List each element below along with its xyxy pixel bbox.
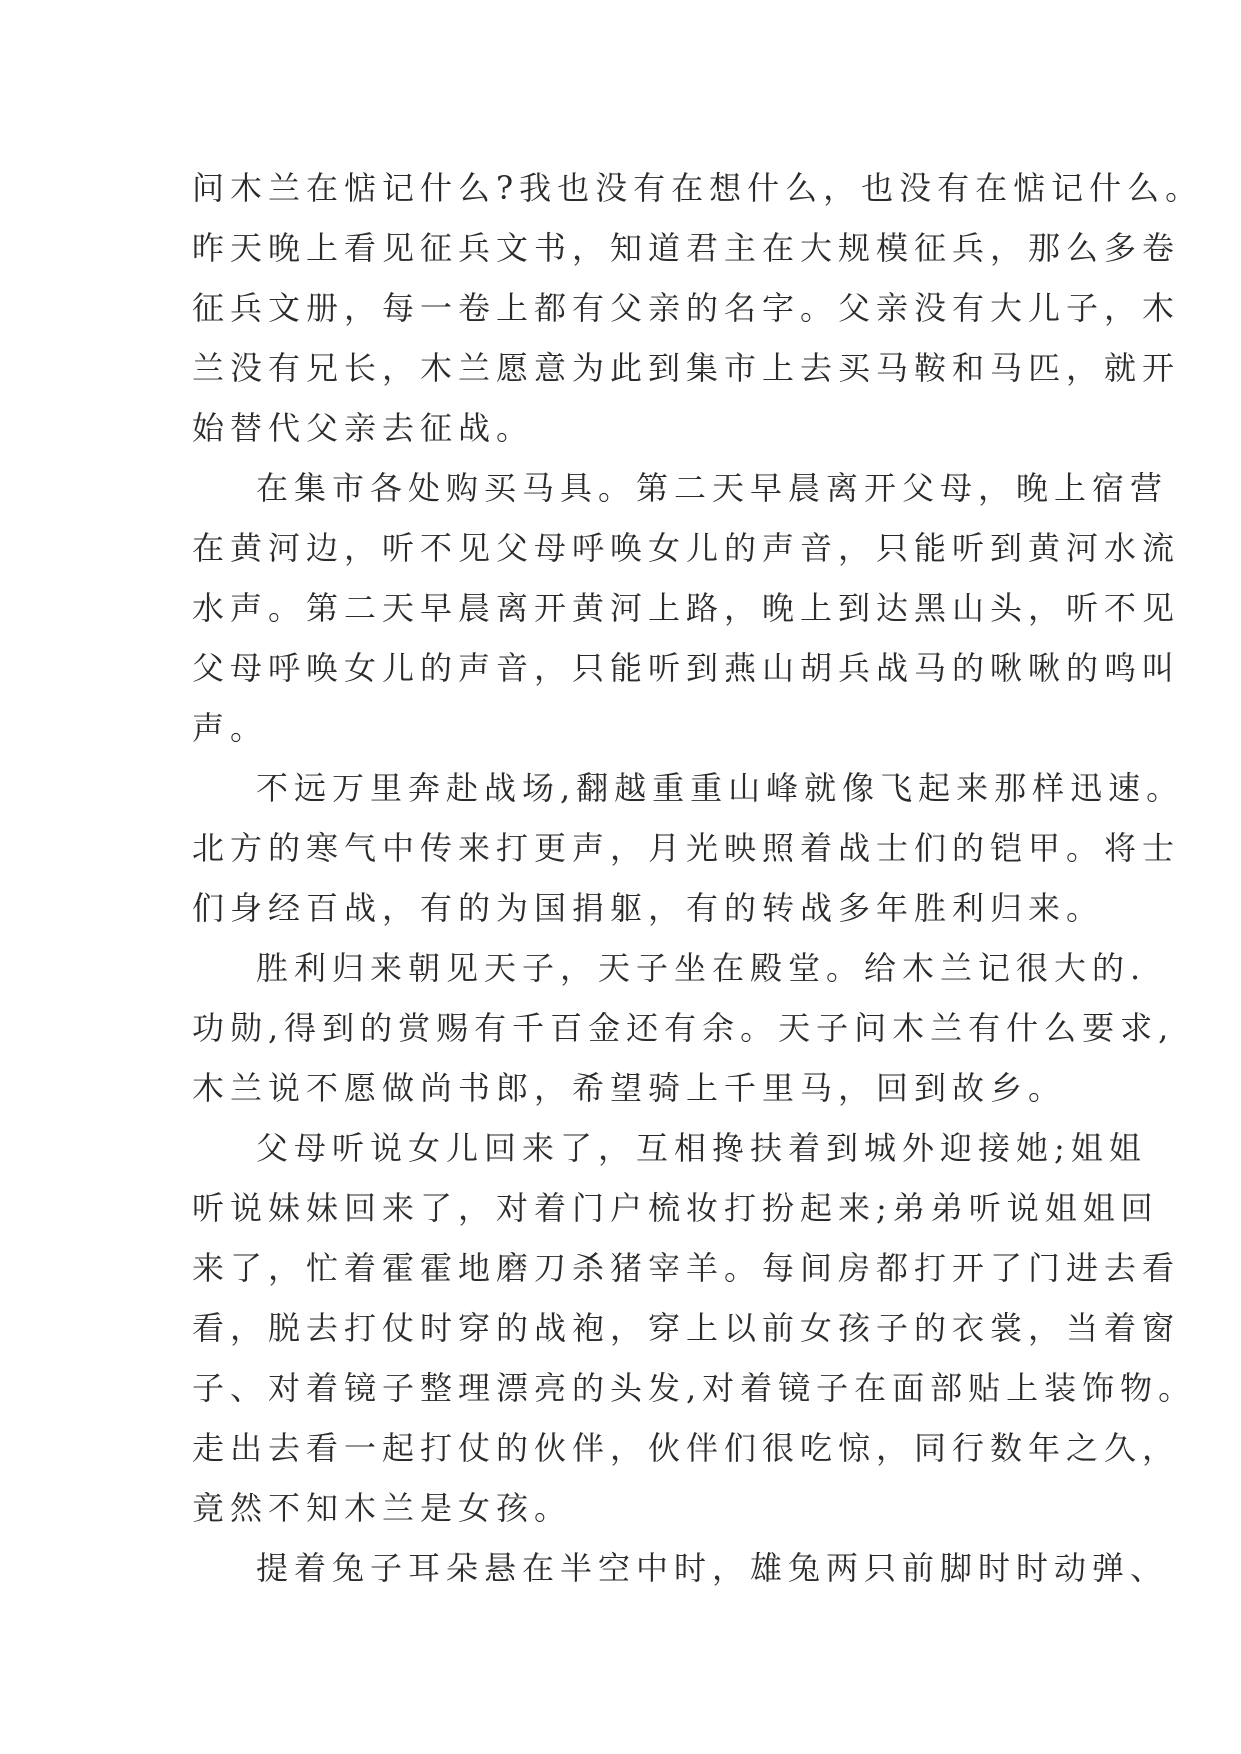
paragraph-3 bbox=[192, 758, 1185, 938]
text-line: 们身经百战，有的为国捐躯，有的转战多年胜利归来。 bbox=[192, 889, 1105, 927]
text-line: 在集市各处购买马具。第二天早晨离开父母，晚上宿营 bbox=[256, 469, 1169, 507]
text-line: 走出去看一起打仗的伙伴，伙伴们很吃惊，同行数年之久， bbox=[192, 1429, 1181, 1467]
text-line: 竟然不知木兰是女孩。 bbox=[192, 1489, 573, 1527]
paragraph-6 bbox=[192, 1538, 1169, 1598]
paragraph-1 bbox=[192, 158, 1204, 458]
text-line: 功勋,得到的赏赐有千百金还有余。天子问木兰有什么要求, bbox=[192, 1009, 1175, 1047]
text-line: 声。 bbox=[192, 709, 269, 747]
text-line: 北方的寒气中传来打更声，月光映照着战士们的铠甲。将士 bbox=[192, 829, 1181, 867]
text-line: 父母呼唤女儿的声音，只能听到燕山胡兵战马的啾啾的鸣叫 bbox=[192, 649, 1181, 687]
text-line: 提着兔子耳朵悬在半空中时，雄兔两只前脚时时动弹、 bbox=[256, 1549, 1169, 1587]
text-line: 在黄河边，听不见父母呼唤女儿的声音，只能听到黄河水流 bbox=[192, 529, 1181, 567]
text-line: 问木兰在惦记什么?我也没有在想什么，也没有在惦记什么。 bbox=[192, 169, 1204, 207]
text-line: 征兵文册，每一卷上都有父亲的名字。父亲没有大儿子，木 bbox=[192, 289, 1181, 327]
text-line: 木兰说不愿做尚书郎，希望骑上千里马，回到故乡。 bbox=[192, 1069, 1067, 1107]
paragraph-4 bbox=[192, 938, 1175, 1118]
text-line: 兰没有兄长，木兰愿意为此到集市上去买马鞍和马匹，就开 bbox=[192, 349, 1181, 387]
text-line: 始替代父亲去征战。 bbox=[192, 409, 535, 447]
document-body bbox=[192, 158, 1204, 1598]
paragraph-2 bbox=[192, 458, 1181, 758]
text-line: 不远万里奔赴战场,翻越重重山峰就像飞起来那样迅速。 bbox=[256, 769, 1185, 807]
text-line: 水声。第二天早晨离开黄河上路，晚上到达黑山头，听不见 bbox=[192, 589, 1181, 627]
text-line: 父母听说女儿回来了，互相搀扶着到城外迎接她;姐姐 bbox=[256, 1129, 1147, 1167]
text-line: 看，脱去打仗时穿的战袍，穿上以前女孩子的衣裳，当着窗 bbox=[192, 1309, 1181, 1347]
paragraph-5 bbox=[192, 1118, 1197, 1538]
text-line: 子、对着镜子整理漂亮的头发,对着镜子在面部贴上装饰物。 bbox=[192, 1369, 1197, 1407]
text-line: 胜利归来朝见天子，天子坐在殿堂。给木兰记很大的. bbox=[256, 949, 1147, 987]
text-line: 来了，忙着霍霍地磨刀杀猪宰羊。每间房都打开了门进去看 bbox=[192, 1249, 1181, 1287]
text-line: 听说妹妹回来了，对着门户梳妆打扮起来;弟弟听说姐姐回 bbox=[192, 1189, 1159, 1227]
text-line: 昨天晚上看见征兵文书，知道君主在大规模征兵，那么多卷 bbox=[192, 229, 1181, 267]
